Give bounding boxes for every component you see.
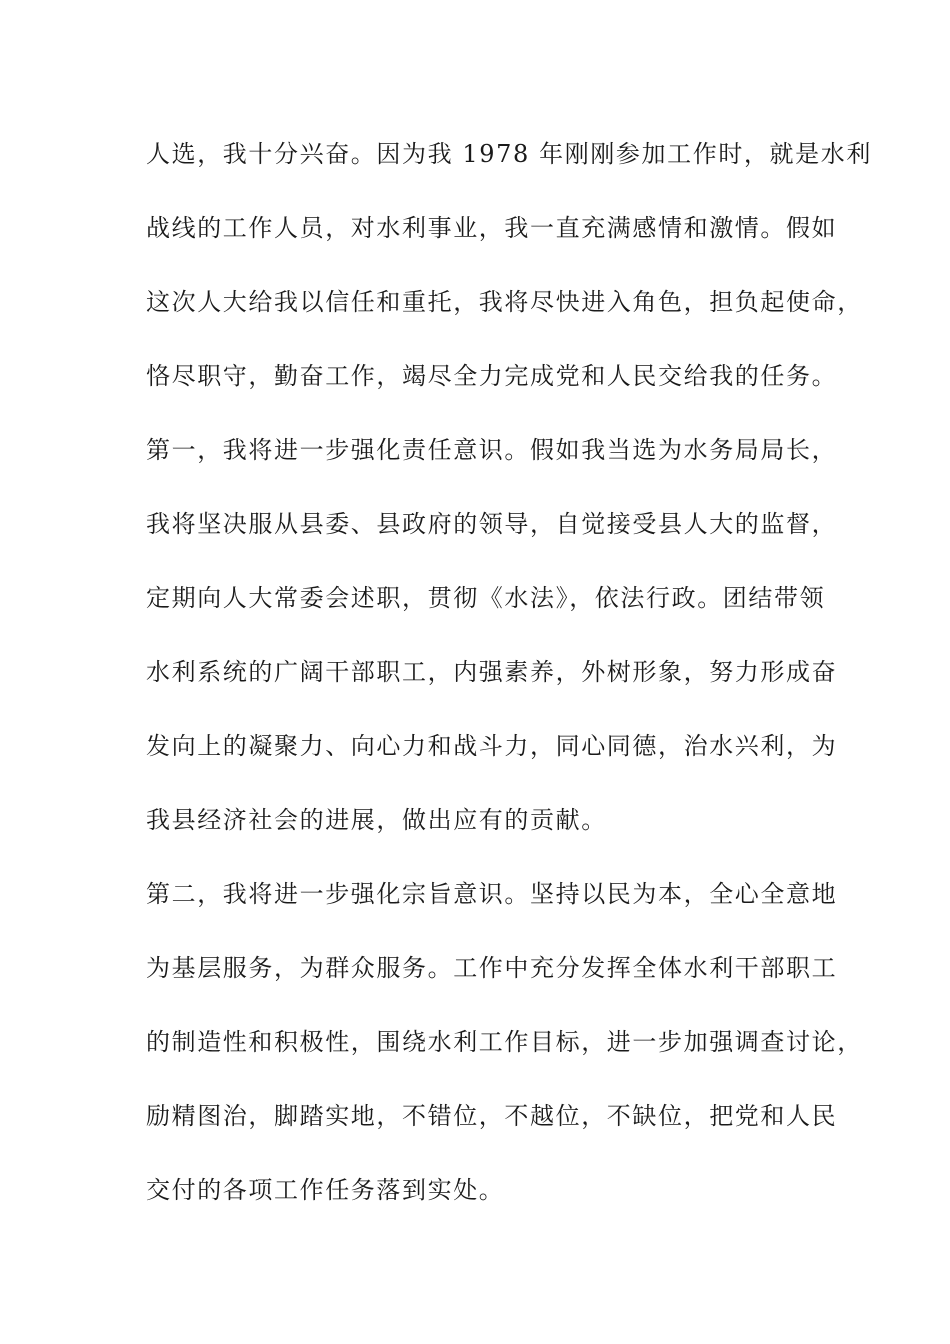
text-line: 水利系统的广阔干部职工，内强素养，外树形象，努力形成奋 — [146, 658, 838, 686]
text-line: 发向上的凝聚力、向心力和战斗力，同心同德，治水兴利，为 — [146, 732, 838, 760]
text-line: 战线的工作人员，对水利事业，我一直充满感情和激情。假如 — [146, 214, 838, 242]
text-line: 交付的各项工作任务落到实处。 — [146, 1176, 505, 1204]
text-line: 的制造性和积极性，围绕水利工作目标，进一步加强调查讨论， — [146, 1028, 863, 1056]
text-line: 这次人大给我以信任和重托，我将尽快进入角色，担负起使命， — [146, 288, 863, 316]
text-line: 人选，我十分兴奋。因为我 1978 年刚刚参加工作时，就是水利 — [146, 140, 872, 168]
text-line: 为基层服务，为群众服务。工作中充分发挥全体水利干部职工 — [146, 954, 838, 982]
text-line: 我县经济社会的进展，做出应有的贡献。 — [146, 806, 607, 834]
text-line: 第一，我将进一步强化责任意识。假如我当选为水务局局长， — [146, 436, 838, 464]
text-line: 励精图治，脚踏实地，不错位，不越位，不缺位，把党和人民 — [146, 1102, 838, 1130]
text-line: 恪尽职守，勤奋工作，竭尽全力完成党和人民交给我的任务。 — [146, 362, 838, 390]
text-line: 定期向人大常委会述职，贯彻《水法》，依法行政。团结带领 — [146, 584, 826, 612]
text-line: 我将坚决服从县委、县政府的领导，自觉接受县人大的监督， — [146, 510, 838, 538]
text-line: 第二，我将进一步强化宗旨意识。坚持以民为本，全心全意地 — [146, 880, 838, 908]
